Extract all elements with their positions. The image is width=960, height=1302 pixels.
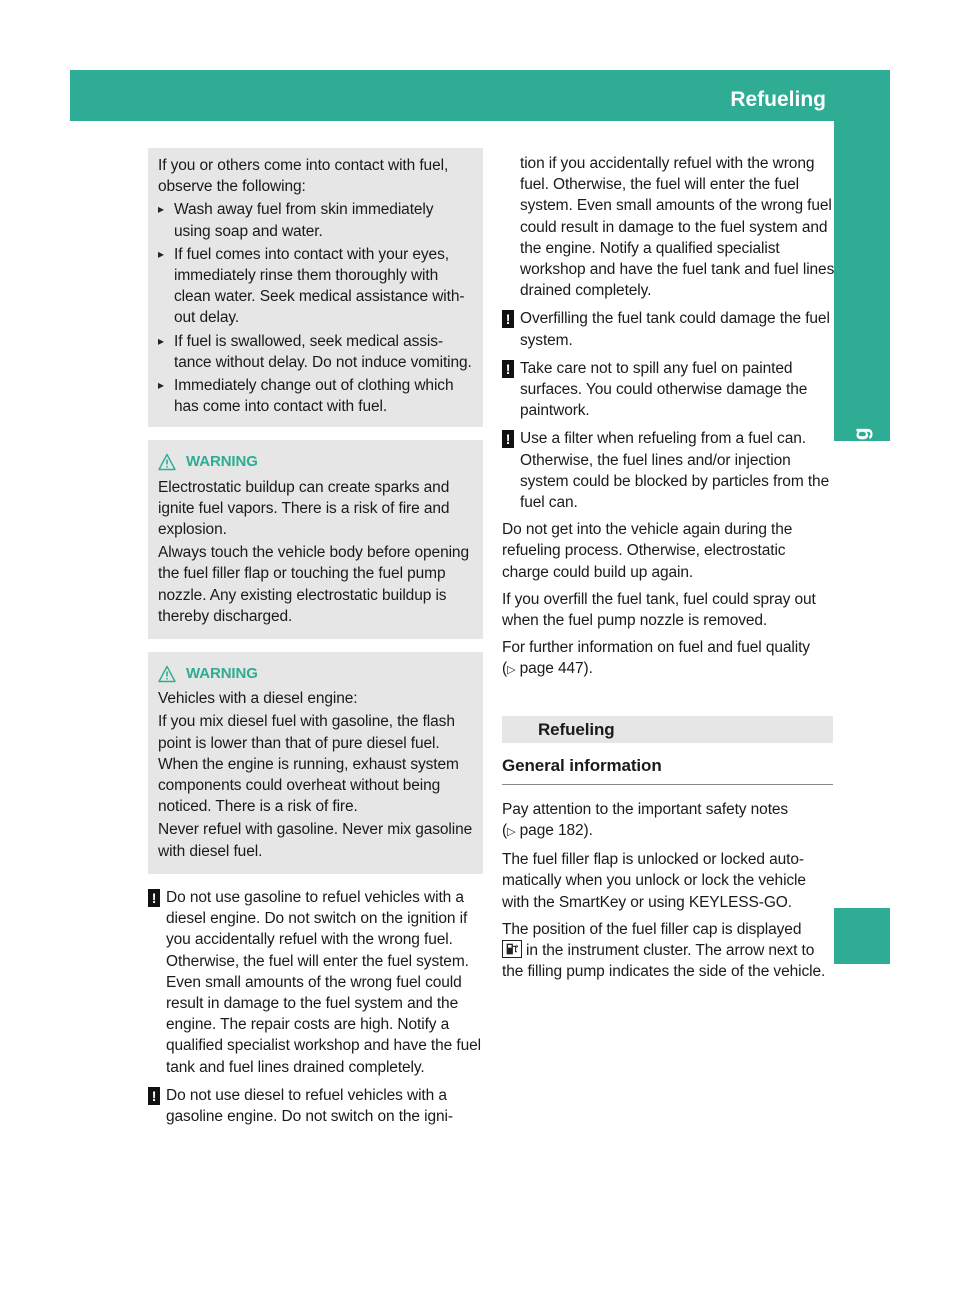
note-diesel-vehicles [148,887,483,1078]
paragraph-text: Pay attention to the important safety notes [502,800,789,818]
body-paragraph: If you overfill the fuel tank, fuel could spray out when the fuel pump nozzle is removed. [502,590,816,630]
body-paragraph [502,919,836,983]
warning-text: Never refuel with gasoline. Never mix gasoline with diesel fuel. [158,821,473,860]
note-overfilling [502,308,836,350]
warning-text: Electrostatic buildup can create sparks and ignite fuel vapors. There is a risk of fire and explosion. [158,478,450,539]
header-title: Refueling [730,88,826,111]
side-tab-label: Driving and parking [850,427,873,625]
note-text: tion if you accidentally refuel with the wrong fuel. Otherwise, the fuel will enter the fuel system. Even small amounts of the wrong fuel could result in damage to the fuel system and the engine. Notify a qualified specialist workshop and have the fuel tank and fuel lines drained completely. [520,155,835,300]
note-text: Use a filter when refueling from a fuel can. Otherwise, the fuel lines and/or injection system could be blocked by particles from the fuel can. [520,430,830,512]
paragraph-text: in the instrument cluster. The arrow next to the filling pump indicates the side of the vehicle. [502,942,826,981]
fuel-contact-intro: If you or others come into contact with fuel, observe the following: [158,157,449,196]
header-divider [901,78,903,121]
exclamation-icon: ! [148,1087,160,1105]
warning-title: WARNING [186,665,258,683]
note-paint [502,358,836,422]
warning-triangle-icon [158,453,176,471]
section-title: Refueling [502,716,833,743]
note-text: Overfilling the fuel tank could damage the fuel system. [520,310,830,349]
warning-title: WARNING [186,453,258,471]
page-reference-link[interactable]: page 447). [519,660,593,678]
page-header [70,70,946,121]
warning-header [158,451,473,472]
body-paragraph [502,799,836,843]
subsection-title: General information [502,755,833,785]
note-gasoline-continued [502,153,836,301]
fuel-contact-box [148,148,483,427]
exclamation-icon: ! [502,430,514,448]
ref-paren: ( [502,822,508,840]
side-marker [834,908,890,964]
warning-text: Always touch the vehicle body before opening the fuel filler flap or touching the fuel pump nozzle. Any existing electrostatic buildup is thereby discharged. [158,544,469,625]
warning-box-electrostatic [148,440,483,639]
warning-text: If you mix diesel fuel with gasoline, the flash point is lower than that of pure diesel fuel. When the engine is running, exhaust system components could overheat without being noticed. There is a risk of fire. [158,713,459,816]
left-column [148,148,483,1127]
body-paragraph: Do not get into the vehicle again during the refueling process. Otherwise, electrostatic charge could build up again. [502,521,793,581]
list-item: ▸ If fuel comes into contact with your eyes, immediately rinse them thoroughly with clean water. Seek medical assistance without delay. [158,244,473,329]
note-text: Do not use diesel to refuel vehicles with a gasoline engine. Do not switch on the igni- [166,1086,453,1125]
list-item: ▸ If fuel is swallowed, seek medical assistance without delay. Do not induce vomiting. [158,331,473,373]
exclamation-icon: ! [502,310,514,328]
note-gasoline-vehicles [148,1085,483,1127]
paragraph-text: For further information on fuel and fuel quality [502,639,810,657]
exclamation-icon: ! [148,889,160,907]
list-item: ▸ Wash away fuel from skin immediately using soap and water. [158,199,473,241]
page-reference-link[interactable]: page 182). [519,822,593,840]
list-item: ▸ Immediately change out of clothing which has come into contact with fuel. [158,375,473,417]
arrow-right-icon: ▷ [507,826,516,839]
body-paragraph: The fuel filler flap is unlocked or locked automatically when you unlock or lock the vehicle with the SmartKey or using KEYLESS-GO. [502,851,806,911]
note-text: Do not use gasoline to refuel vehicles with a diesel engine. Do not switch on the ignition if you accidentally refuel with the wrong fuel. Otherwise, the fuel will enter the fuel system. Even small amounts of the wrong fuel could result in damage to the fuel system and the engine. The repair costs are high. Notify a qualified specialist workshop and have the fuel tank and fuel lines drained completely. [166,888,481,1076]
warning-text: Vehicles with a diesel engine: [158,690,358,708]
note-filter [502,428,836,513]
body-paragraph [502,637,836,681]
warning-box-diesel [148,652,483,874]
right-column [502,153,836,983]
fuel-pump-icon [502,940,522,958]
fuel-contact-list [158,199,473,417]
warning-triangle-icon [158,665,176,683]
arrow-right-icon: ▷ [507,664,516,677]
paragraph-text: The position of the fuel filler cap is displayed [502,920,802,938]
exclamation-icon: ! [502,360,514,378]
page-number: 183 [914,90,946,111]
note-text: Take care not to spill any fuel on painted surfaces. You could otherwise damage the paintwork. [520,359,808,420]
warning-header [158,663,473,684]
ref-paren: ( [502,660,508,678]
side-tab [834,121,890,625]
